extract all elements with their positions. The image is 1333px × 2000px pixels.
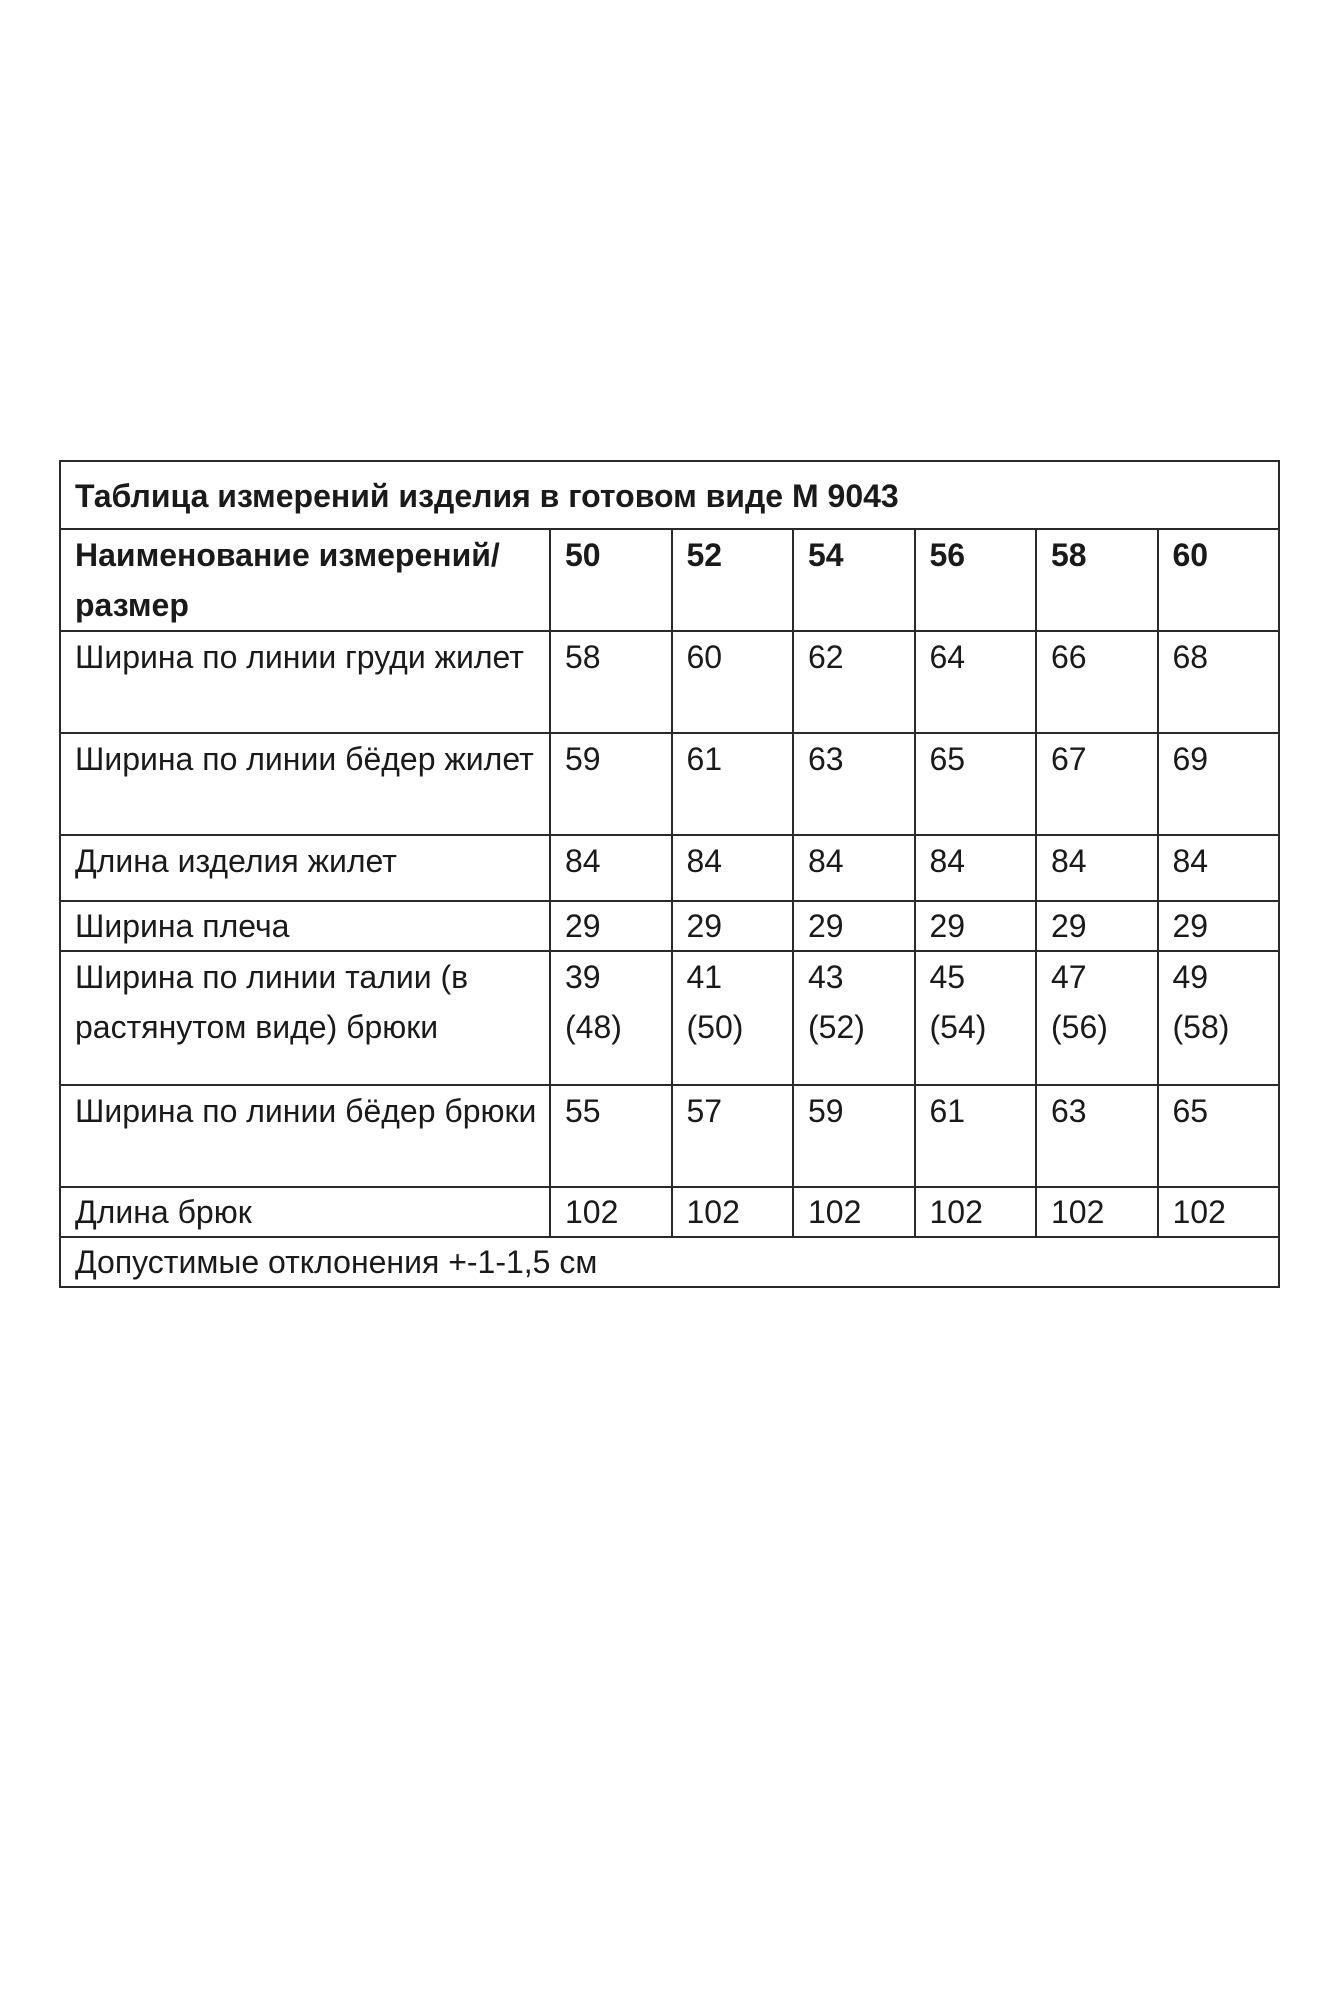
header-size: 52: [672, 529, 794, 631]
tolerance-note: Допустимые отклонения +-1-1,5 см: [60, 1237, 1279, 1287]
cell-value: 58: [550, 631, 672, 733]
cell-value: 63: [1036, 1085, 1158, 1187]
cell-value: 65: [1158, 1085, 1280, 1187]
cell-value: 60: [672, 631, 794, 733]
cell-value: 84: [550, 835, 672, 901]
cell-value: 49 (58): [1158, 951, 1280, 1085]
cell-value: 102: [550, 1187, 672, 1237]
cell-value: 84: [915, 835, 1037, 901]
cell-value: 43 (52): [793, 951, 915, 1085]
cell-value: 62: [793, 631, 915, 733]
cell-value: 29: [1158, 901, 1280, 951]
cell-value: 59: [550, 733, 672, 835]
cell-value: 59: [793, 1085, 915, 1187]
cell-value: 67: [1036, 733, 1158, 835]
table-title: Таблица измерений изделия в готовом виде М 9043: [60, 461, 1279, 529]
row-label: Ширина плеча: [60, 901, 550, 951]
cell-value: 61: [915, 1085, 1037, 1187]
cell-value: 29: [1036, 901, 1158, 951]
row-label: Ширина по линии талии (в растянутом виде) брюки: [60, 951, 550, 1085]
measurement-table: [59, 460, 1280, 1288]
cell-value: 68: [1158, 631, 1280, 733]
header-size: 54: [793, 529, 915, 631]
cell-value: 84: [1036, 835, 1158, 901]
header-size: 56: [915, 529, 1037, 631]
cell-value: 41 (50): [672, 951, 794, 1085]
cell-value: 102: [1158, 1187, 1280, 1237]
cell-value: 63: [793, 733, 915, 835]
cell-value: 84: [672, 835, 794, 901]
table-header-row: [60, 529, 1279, 631]
cell-value: 29: [793, 901, 915, 951]
cell-value: 66: [1036, 631, 1158, 733]
cell-value: 39 (48): [550, 951, 672, 1085]
cell-value: 55: [550, 1085, 672, 1187]
cell-value: 84: [1158, 835, 1280, 901]
table-row: [60, 733, 1279, 835]
cell-value: 102: [793, 1187, 915, 1237]
row-label: Длина брюк: [60, 1187, 550, 1237]
cell-value: 47 (56): [1036, 951, 1158, 1085]
table-title-row: [60, 461, 1279, 529]
cell-value: 61: [672, 733, 794, 835]
measurement-sheet: [59, 460, 1278, 1288]
cell-value: 29: [915, 901, 1037, 951]
table-note-row: [60, 1237, 1279, 1287]
cell-value: 64: [915, 631, 1037, 733]
row-label: Длина изделия жилет: [60, 835, 550, 901]
cell-value: 45 (54): [915, 951, 1037, 1085]
cell-value: 102: [1036, 1187, 1158, 1237]
table-row: [60, 631, 1279, 733]
cell-value: 57: [672, 1085, 794, 1187]
cell-value: 29: [672, 901, 794, 951]
header-name-label: Наименование измерений/размер: [60, 529, 550, 631]
row-label: Ширина по линии груди жилет: [60, 631, 550, 733]
header-size: 60: [1158, 529, 1280, 631]
cell-value: 69: [1158, 733, 1280, 835]
header-size: 58: [1036, 529, 1158, 631]
header-size: 50: [550, 529, 672, 631]
cell-value: 84: [793, 835, 915, 901]
row-label: Ширина по линии бёдер жилет: [60, 733, 550, 835]
cell-value: 65: [915, 733, 1037, 835]
row-label: Ширина по линии бёдер брюки: [60, 1085, 550, 1187]
table-row: [60, 1187, 1279, 1237]
table-row: [60, 951, 1279, 1085]
cell-value: 102: [915, 1187, 1037, 1237]
cell-value: 102: [672, 1187, 794, 1237]
table-row: [60, 1085, 1279, 1187]
table-row: [60, 901, 1279, 951]
cell-value: 29: [550, 901, 672, 951]
table-row: [60, 835, 1279, 901]
